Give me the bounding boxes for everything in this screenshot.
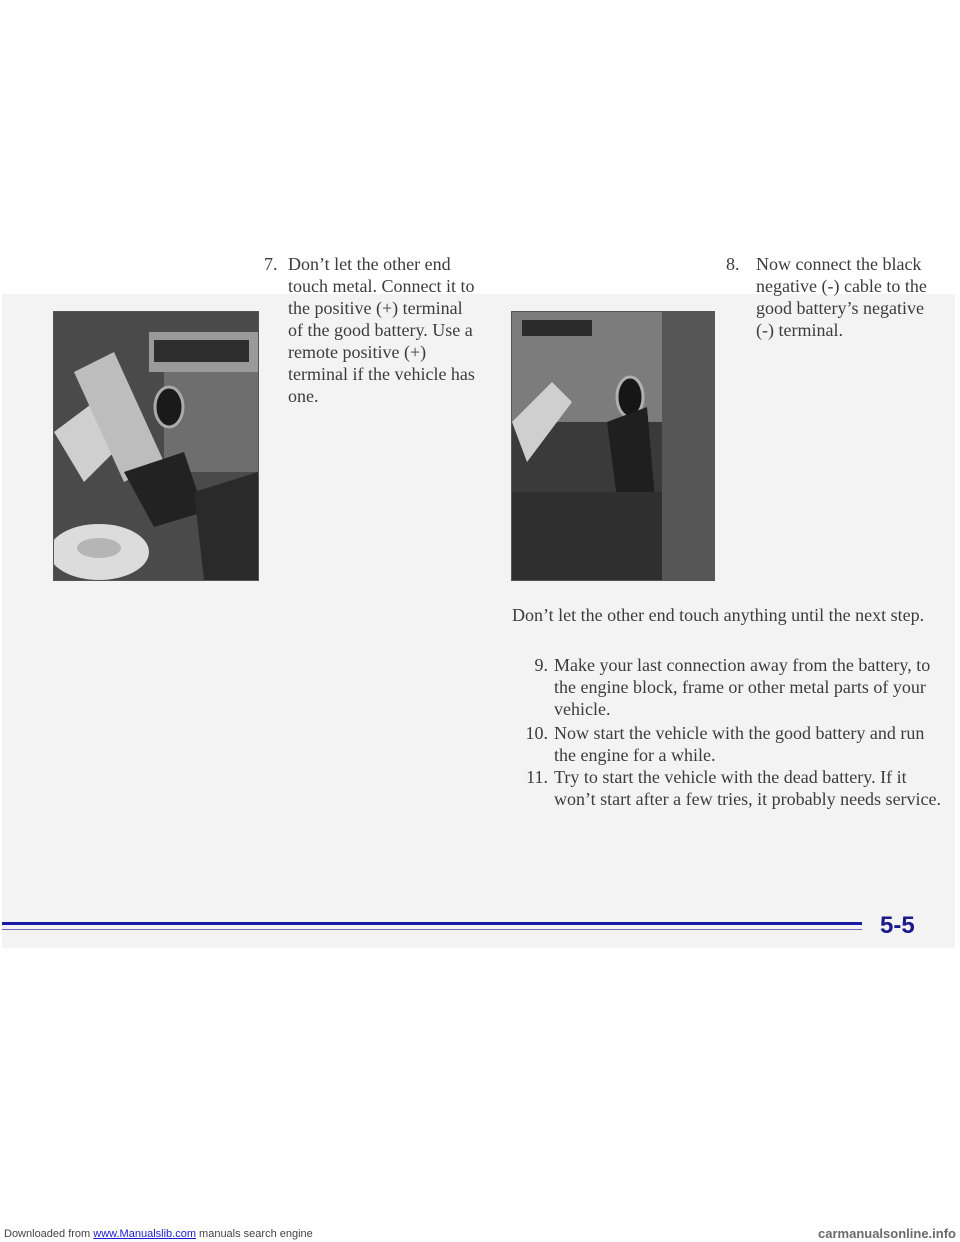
footer-prefix: Downloaded from: [4, 1228, 94, 1240]
jumper-cable-positive-photo: [53, 311, 259, 581]
item-text: Now start the vehicle with the good battery and run the engine for a while.: [554, 723, 925, 765]
download-footer: [4, 1228, 313, 1240]
intro-paragraph: Don’t let the other end touch anything until the next step.: [512, 605, 925, 625]
footer-suffix: manuals search engine: [195, 1228, 313, 1240]
page-number: 5-5: [880, 912, 915, 939]
item-number: 11.: [526, 767, 548, 787]
footer-rule-thin: [2, 929, 862, 930]
item-number: 9.: [534, 655, 548, 675]
step-number: 8.: [726, 254, 740, 274]
step-text: Don’t let the other end touch metal. Connect it to the positive (+) terminal of the good battery. Use a remote positive (+) terminal if the vehicle has one.: [288, 254, 475, 406]
jumper-cable-negative-illustration: [512, 312, 714, 580]
footer-rule-thick: [2, 922, 862, 925]
step-number: 7.: [264, 254, 278, 274]
watermark: carmanualsonline.info: [818, 1226, 956, 1241]
jumper-cable-negative-photo: [511, 311, 715, 581]
jumper-cable-positive-illustration: [54, 312, 258, 580]
manualslib-link[interactable]: www.Manualslib.com: [93, 1228, 196, 1240]
item-text: Try to start the vehicle with the dead battery. If it won’t start after a few tries, it probably needs service.: [554, 767, 942, 809]
step-text: Now connect the black negative (-) cable to the good battery’s negative (-) terminal.: [756, 254, 927, 340]
item-number: 10.: [525, 723, 548, 743]
item-text: Make your last connection away from the battery, to the engine block, frame or other metal parts of your vehicle.: [554, 655, 931, 719]
